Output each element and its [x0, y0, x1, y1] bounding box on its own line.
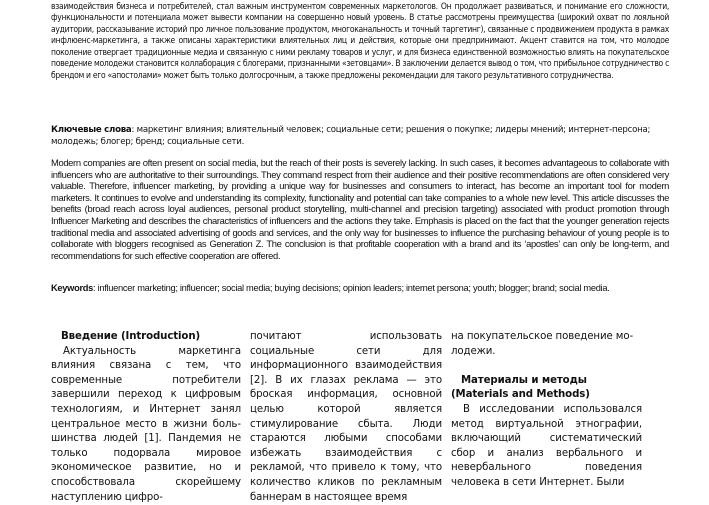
section-heading-materials-methods: Материалы и методы (Materials and Methods) [451, 374, 590, 401]
body-column-1 [51, 330, 241, 505]
keywords-english [51, 283, 669, 295]
body-column-2 [250, 330, 442, 505]
abstract-english: Modern companies are often present on social media, but the reach of their posts is severely lacking. In such cases, it becomes advantageous to collaborate with influencers who are authoritative to their surroundings. They command respect from their audience and their positive recommendations are often considered very valuable. Therefore, influencer marketing, by providing a unique way for businesses and consumers to interact, has become an important tool for modern marketers. It continues to evolve and understanding its complexity, functionality and potential can take companies to a whole new level. This article discusses the benefits (broad reach across loyal audiences, personal product storytelling, multi-channel and precision targeting) associated with product promotion through Influencer Marketing and describes the characteristics of influencers and the actions they take. Emphasis is placed on the fact that the younger generation rejects traditional media and associated advertising of goods and services, and the only way for businesses to influence the purchasing behaviour of young people is to collaborate with bloggers recognised as Generation Z. The conclusion is that profitable cooperation with a brand and its ‘apostles’ can only be long-term, and recommendations for such effective cooperation are offered. [51, 157, 669, 261]
abstract-russian: взаимодействия бизнеса и потребителей, стал важным инструментом современных маркетологов. Он продолжает развиваться, и понимание его сложности, функциональности и потенциала может вывести компании на совершенно новый уровень. В статье рассмотрены преимущества (широкий охват по лояльной аудитории, рассказывание историй про личное пользование продуктом, многоканальность и точный таргетинг), связанные с продвижением продукта в рамках инфлюенс-маркетинга, а также описаны характеристики влиятельных лиц и действия, которые они предпринимают. Акцент ставится на том, что молодое поколение отвергает традиционные медиа и связанную с ними рекламу товаров и услуг, и для бизнеса единственной возможностью влиять на покупательское поведение молодежи становится коллаборация с блогерами, признанными «зетовцами». В заключении делается вывод о том, что прибыльное сотрудничество с брендом и его «апостолами» может быть только долгосрочным, а также предложены рекомендации для такого результативного сотрудничества. [51, 1, 669, 81]
keywords-english-text: : influencer marketing; influencer; social media; buying decisions; opinion leaders; internet persona; youth; blogger; brand; social media. [93, 283, 610, 293]
body-paragraph: В исследовании использовался метод виртуальной этнографии, включающий систематический сбор и анализ вербального и невербального поведения человека в сети Интернет. Были [451, 403, 642, 488]
keywords-russian [51, 125, 669, 148]
keywords-english-label: Keywords [51, 283, 94, 293]
body-column-3 [451, 330, 642, 491]
keywords-russian-label: Ключевые слова [51, 125, 132, 135]
body-paragraph: почитают использовать социальные сети для информационного взаимодействия [2]. В их глазах реклама — это броская информация, основной целью которой является стимулирование сбыта. Люди стараются любыми способами избежать взаимодействия с рекламой, что привело к тому, что количество кликов по рекламным баннерам в настоящее время [250, 331, 442, 503]
body-paragraph: на покупательское поведение молодежи. [451, 331, 634, 357]
keywords-russian-text: : маркетинг влияния; влиятельный человек; социальные сети; решения о покупке; лидеры мнений; интернет-персона; молодежь; блогер; бренд; социальные сети. [51, 125, 651, 147]
body-paragraph: Актуальность маркетинга влияния связана с тем, что современные потребители завершили переход к цифровым технологиям, и Интернет занял центральное место в жизни большинства людей [1]. Пандемия не только подорвала мировое экономическое развитие, но и способствовала скорейшему наступлению цифро- [51, 345, 241, 503]
section-heading-introduction: Введение (Introduction) [61, 331, 201, 342]
